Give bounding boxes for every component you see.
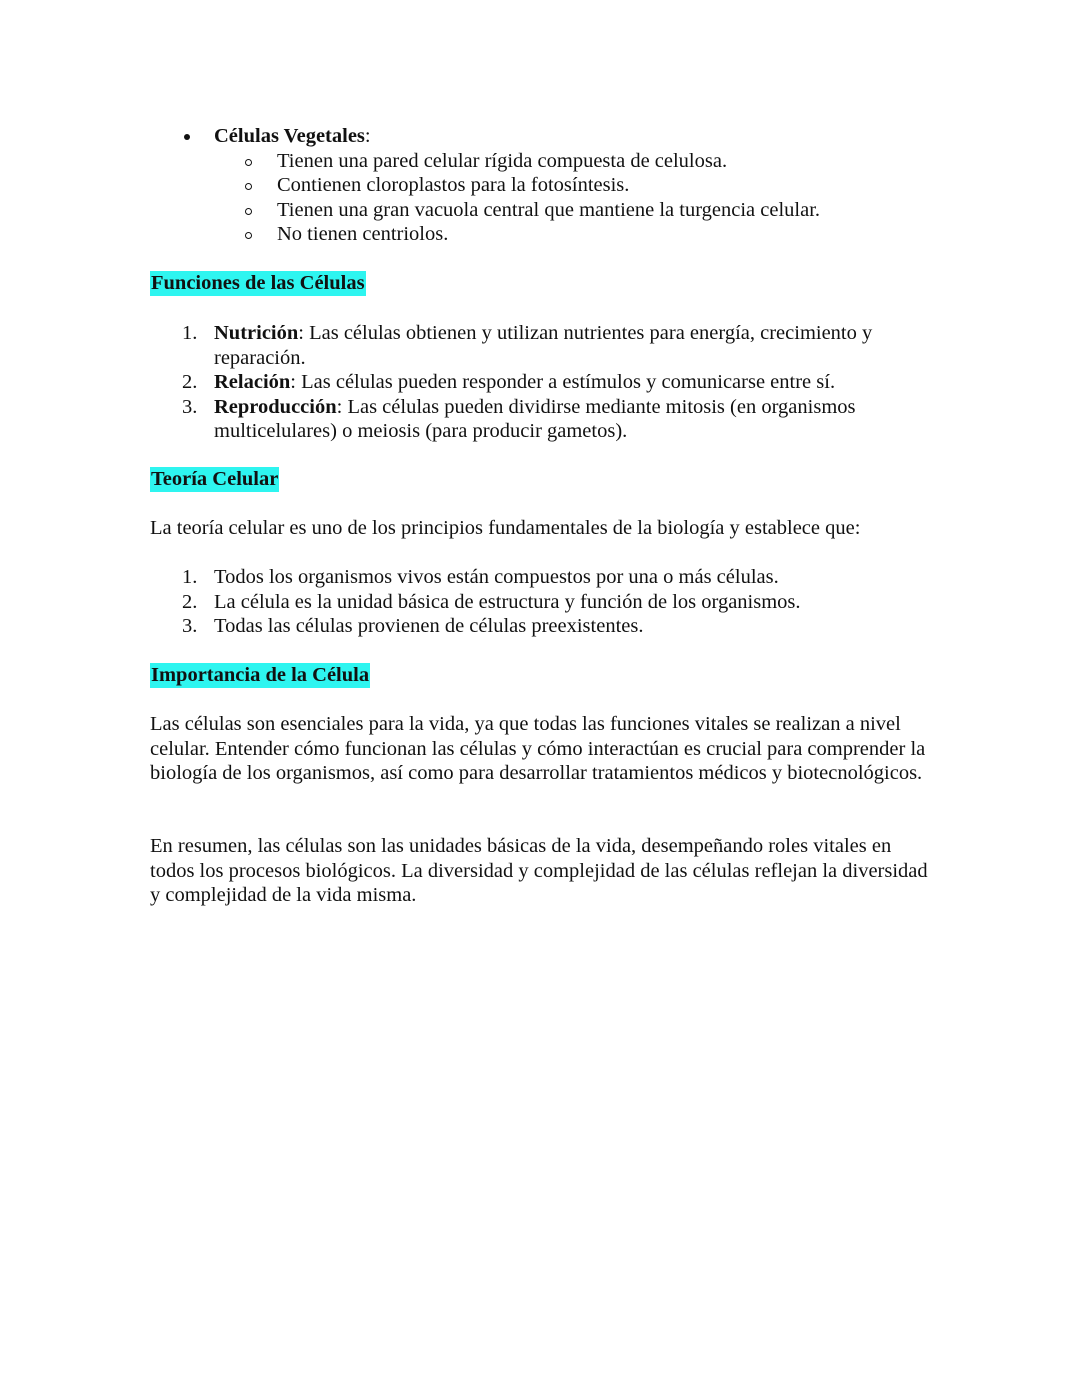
funcion-term: Nutrición <box>214 322 299 344</box>
vegetal-bullet <box>150 124 950 149</box>
vegetal-section <box>150 124 950 247</box>
teoria-intro: La teoría celular es uno de los principios fundamentales de la biología y establece que: <box>150 517 861 539</box>
funciones-heading: Funciones de las Células <box>151 272 365 294</box>
list-item <box>150 173 950 198</box>
circle-bullet-icon <box>245 159 252 166</box>
list-item <box>150 222 950 247</box>
funcion-term: Relación <box>214 371 291 393</box>
list-item <box>150 565 930 590</box>
list-item <box>150 614 930 639</box>
funcion-text: : Las células pueden dividirse mediante mitosis (en organismos multicelulares) o meiosis (para producir gametos). <box>214 395 856 442</box>
list-number: 2. <box>182 371 198 393</box>
vegetal-colon: : <box>364 125 371 147</box>
list-item <box>150 395 930 444</box>
teoria-heading: Teoría Celular <box>151 468 279 490</box>
list-number: 1. <box>182 566 198 588</box>
vegetal-item-text: Tienen una pared celular rígida compuesta de celulosa. <box>277 149 728 172</box>
funcion-term: Reproducción <box>214 395 337 418</box>
circle-bullet-icon <box>245 232 252 239</box>
circle-bullet-icon <box>245 208 252 215</box>
list-item <box>150 590 930 615</box>
importancia-paragraph-2: En resumen, las células son las unidades básicas de la vida, desempeñando roles vitales en todos los procesos biológicos. La diversidad y complejidad de las células reflejan la diversidad y complejidad de la vida misma. <box>150 835 928 906</box>
teoria-list <box>150 565 930 639</box>
list-item <box>150 321 930 370</box>
teoria-item-text: Todos los organismos vivos están compuestos por una o más células. <box>214 566 779 588</box>
list-number: 1. <box>182 322 198 344</box>
vegetal-item-text: Contienen cloroplastos para la fotosíntesis. <box>277 174 630 196</box>
list-number: 3. <box>182 395 198 418</box>
vegetal-item-text: Tienen una gran vacuola central que mantiene la turgencia celular. <box>277 198 821 221</box>
vegetal-sub-list <box>150 149 950 247</box>
vegetal-item-text: No tienen centriolos. <box>277 223 449 245</box>
importancia-paragraph-1: Las células son esenciales para la vida, ya que todas las funciones vitales se realizan a nivel celular. Entender cómo funcionan las células y cómo interactúan es crucial para comprender la biología de los organismos, así como para desarrollar tratamientos médicos y biotecnológicos. <box>150 713 926 784</box>
funcion-text: : Las células obtienen y utilizan nutrientes para energía, crecimiento y reparación. <box>214 322 873 369</box>
bullet-dot-icon <box>184 134 190 140</box>
list-item <box>150 149 950 174</box>
list-number: 3. <box>182 615 198 637</box>
teoria-item-text: La célula es la unidad básica de estructura y función de los organismos. <box>214 590 801 613</box>
list-item <box>150 198 950 223</box>
funcion-text: : Las células pueden responder a estímulos y comunicarse entre sí. <box>290 371 836 393</box>
vegetal-title: Células Vegetales <box>214 125 365 147</box>
importancia-heading: Importancia de la Célula <box>151 664 370 686</box>
list-item <box>150 370 930 395</box>
circle-bullet-icon <box>245 183 252 190</box>
teoria-item-text: Todas las células provienen de células preexistentes. <box>214 615 644 637</box>
funciones-list <box>150 321 930 444</box>
list-number: 2. <box>182 590 198 613</box>
